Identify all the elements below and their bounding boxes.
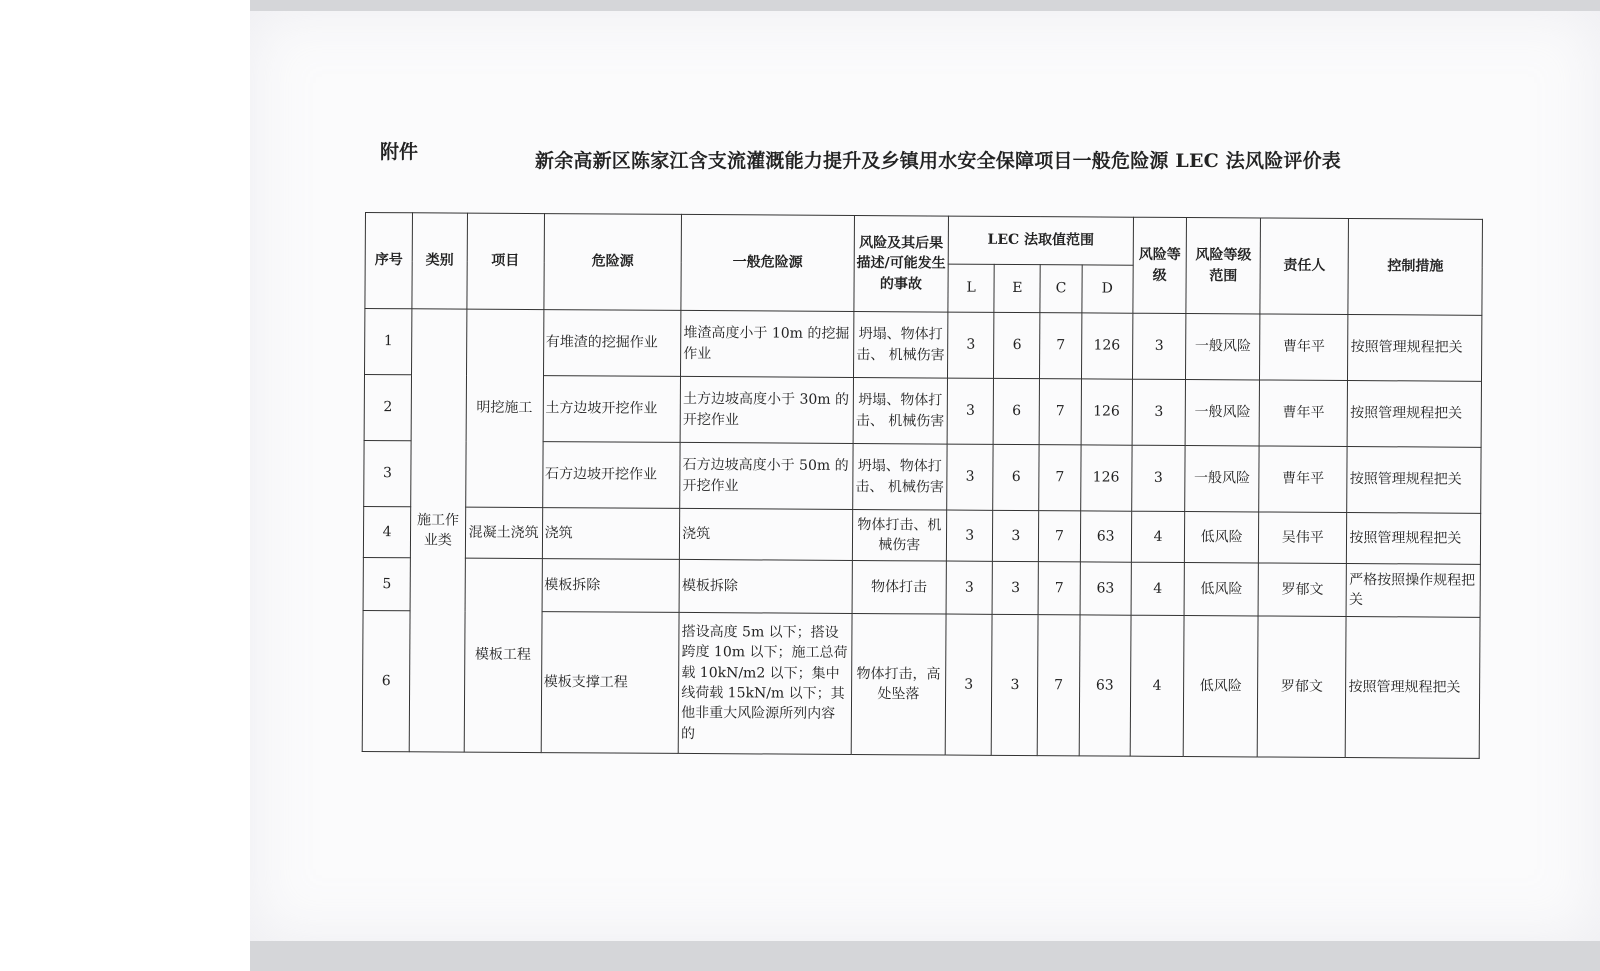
header-C: C	[1040, 265, 1081, 313]
general-hazard-cell: 土方边坡高度小于 30m 的开挖作业	[680, 376, 853, 443]
risk-level-cell: 3	[1132, 379, 1186, 445]
consequence-cell: 物体打击	[852, 560, 947, 614]
table-row	[363, 506, 1480, 564]
c-value: 7	[1039, 562, 1080, 615]
c-value: 7	[1039, 511, 1080, 562]
risk-level-cell: 3	[1132, 445, 1186, 511]
risk-range-cell: 一般风险	[1186, 314, 1260, 380]
header-item: 项目	[467, 213, 545, 309]
general-hazard-cell: 石方边坡高度小于 50m 的开挖作业	[680, 442, 853, 509]
control-cell: 按照管理规程把关	[1346, 617, 1480, 759]
row-no: 2	[364, 375, 412, 441]
consequence-cell: 物体打击，高处坠落	[851, 613, 946, 755]
header-category: 类别	[412, 213, 467, 309]
header-responsible: 责任人	[1260, 218, 1349, 315]
header-E: E	[994, 264, 1040, 312]
left-margin	[0, 0, 250, 971]
responsible-cell: 曹年平	[1259, 380, 1348, 447]
c-value: 7	[1039, 445, 1080, 511]
d-value: 126	[1081, 313, 1133, 379]
category-cell: 施工作业类	[409, 309, 466, 752]
control-cell: 严格按照操作规程把关	[1346, 564, 1480, 618]
responsible-cell: 曹年平	[1259, 446, 1348, 513]
control-cell: 按照管理规程把关	[1348, 315, 1482, 382]
header-no: 序号	[365, 213, 413, 309]
l-value: 3	[947, 378, 994, 444]
control-cell: 按照管理规程把关	[1347, 513, 1481, 565]
item-group-concrete: 混凝土浇筑	[465, 507, 542, 558]
d-value: 63	[1079, 615, 1131, 756]
item-group-excavation: 明挖施工	[465, 309, 543, 507]
responsible-cell: 曹年平	[1260, 314, 1349, 381]
c-value: 7	[1040, 379, 1081, 445]
risk-level-cell: 4	[1130, 615, 1184, 756]
header-hazard: 危险源	[544, 214, 682, 311]
header-consequence: 风险及其后果描述/可能发生的事故	[854, 215, 949, 312]
risk-range-cell: 一般风险	[1185, 446, 1259, 512]
header-general-hazard: 一般危险源	[681, 214, 854, 311]
risk-range-cell: 低风险	[1185, 512, 1259, 563]
e-value: 3	[992, 561, 1039, 614]
l-value: 3	[946, 561, 993, 614]
e-value: 3	[993, 510, 1039, 561]
hazard-cell: 土方边坡开挖作业	[543, 376, 681, 443]
hazard-cell: 模板支撑工程	[541, 612, 679, 754]
risk-level-cell: 4	[1131, 562, 1185, 615]
l-value: 3	[946, 510, 992, 561]
row-no: 3	[364, 440, 412, 506]
responsible-cell: 吴伟平	[1258, 512, 1347, 564]
consequence-cell: 坍塌、物体打击、 机械伤害	[853, 377, 948, 444]
risk-level-cell: 4	[1131, 511, 1185, 562]
e-value: 6	[994, 312, 1041, 378]
header-risk-level: 风险等级	[1133, 217, 1187, 313]
l-value: 3	[947, 444, 994, 510]
risk-range-cell: 低风险	[1183, 616, 1258, 757]
general-hazard-cell: 搭设高度 5m 以下；搭设跨度 10m 以下；施工总荷载 10kN/m2 以下；集中线荷载 15kN/m 以下；其他非重大风险源所列内容的	[678, 612, 851, 754]
row-no: 6	[362, 610, 410, 751]
e-value: 6	[993, 444, 1040, 510]
responsible-cell: 罗郁文	[1258, 563, 1347, 617]
l-value: 3	[945, 614, 992, 755]
consequence-cell: 坍塌、物体打击、 机械伤害	[852, 443, 947, 510]
item-group-formwork: 模板工程	[464, 558, 542, 752]
attachment-label: 附件	[380, 141, 419, 163]
risk-level-cell: 3	[1132, 313, 1186, 379]
hazard-cell: 模板拆除	[542, 559, 680, 613]
d-value: 126	[1080, 445, 1132, 511]
table-row	[365, 309, 1482, 382]
consequence-cell: 物体打击、机械伤害	[852, 509, 947, 561]
general-hazard-cell: 浇筑	[680, 508, 853, 560]
header-D: D	[1081, 265, 1133, 313]
risk-range-cell: 一般风险	[1185, 380, 1259, 446]
e-value: 3	[991, 614, 1038, 755]
hazard-cell: 浇筑	[542, 508, 680, 560]
d-value: 63	[1080, 562, 1132, 615]
consequence-cell: 坍塌、物体打击、 机械伤害	[853, 311, 948, 378]
risk-range-cell: 低风险	[1184, 563, 1258, 616]
general-hazard-cell: 堆渣高度小于 10m 的挖掘作业	[681, 310, 854, 377]
table-row	[363, 557, 1480, 617]
risk-assessment-table	[362, 212, 1483, 759]
row-no: 5	[363, 557, 411, 610]
hazard-cell: 石方边坡开挖作业	[542, 442, 680, 509]
d-value: 63	[1080, 511, 1132, 562]
control-cell: 按照管理规程把关	[1347, 447, 1481, 514]
row-no: 1	[365, 309, 413, 375]
header-L: L	[948, 264, 994, 312]
control-cell: 按照管理规程把关	[1347, 381, 1481, 448]
e-value: 6	[993, 378, 1040, 444]
responsible-cell: 罗郁文	[1257, 616, 1346, 758]
hazard-cell: 有堆渣的挖掘作业	[543, 310, 681, 377]
l-value: 3	[948, 312, 995, 378]
header-control: 控制措施	[1348, 219, 1482, 316]
header-risk-level-range: 风险等级范围	[1186, 218, 1260, 314]
c-value: 7	[1038, 615, 1080, 756]
d-value: 126	[1081, 379, 1133, 445]
general-hazard-cell: 模板拆除	[679, 559, 852, 613]
c-value: 7	[1040, 313, 1081, 379]
header-lec-range: LEC 法取值范围	[948, 216, 1133, 265]
document-title: 新余高新区陈家江含支流灌溉能力提升及乡镇用水安全保障项目一般危险源 LEC 法风险评价表	[535, 150, 1341, 172]
row-no: 4	[363, 506, 411, 557]
